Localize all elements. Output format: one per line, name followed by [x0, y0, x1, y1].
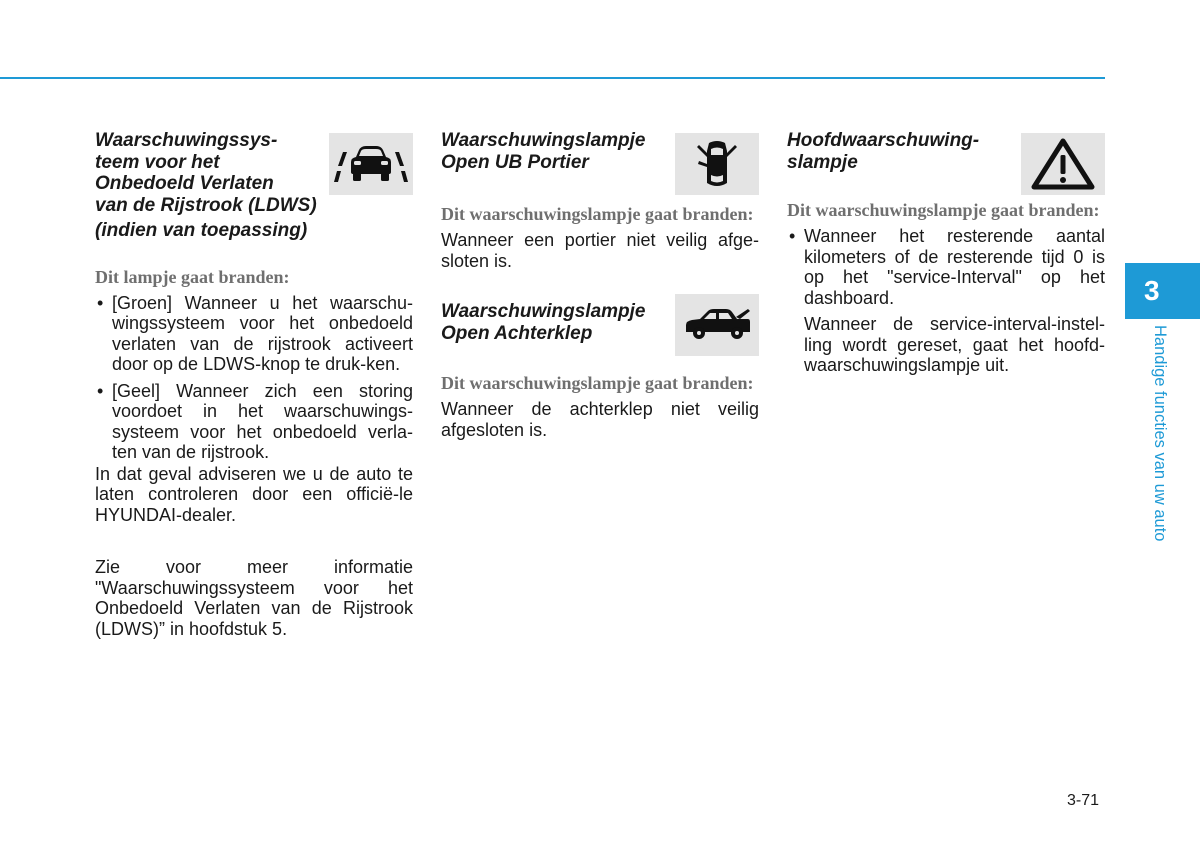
page-number: 3-71 [1067, 792, 1100, 809]
section-ldws [95, 130, 413, 639]
master-warning-triangle-icon [1021, 133, 1105, 195]
lane-departure-warning-icon [329, 133, 413, 195]
open-door-icon [675, 133, 759, 195]
title-line: Waarschuwingslampje [441, 130, 646, 151]
title-line: Open Achterklep [441, 322, 593, 344]
section-subheading: Dit waarschuwingslampje gaat branden: [441, 373, 754, 393]
paragraph: Wanneer de service-interval-instel-ling wordt gereset, gaat het hoofd-waarschuwingslampje uit. [804, 314, 1105, 375]
section-subheading: Dit waarschuwingslampje gaat branden: [441, 204, 754, 224]
section-header [787, 130, 1105, 196]
column-master-warning [787, 130, 1105, 376]
section-subheading: Dit waarschuwingslampje gaat branden: [787, 200, 1100, 220]
column-door-trunk [441, 130, 759, 440]
title-line: Waarschuwingssys- [95, 130, 278, 151]
list-item: • [Geel] Wanneer zich een storing voordoet in het waarschuwings-systeem voor het onbedoeld verla-ten van de rijstrook. [95, 381, 413, 463]
chapter-tab[interactable]: 3 [1125, 263, 1200, 319]
title-line: Hoofdwaarschuwing- [787, 130, 980, 151]
section-master-warning [787, 130, 1105, 376]
section-open-trunk [441, 301, 759, 440]
title-line: Open UB Portier [441, 151, 589, 173]
paragraph: In dat geval adviseren we u de auto te laten controleren door een officië-le HYUNDAI-dealer. [95, 463, 413, 525]
paragraph: Zie voor meer informatie "Waarschuwingssysteem voor het Onbedoeld Verlaten van de Rijstrook (LDWS)” in hoofdstuk 5. [95, 557, 413, 639]
list-item: • [Groen] Wanneer u het waarschu-wingssysteem voor het onbedoeld verlaten van de rijstrook activeert door op de LDWS-knop te druk-ken. [95, 293, 413, 375]
title-line: teem voor het [95, 151, 220, 173]
title-line: (indien van toepassing) [95, 220, 308, 241]
section-header [95, 130, 413, 242]
list-item: • Wanneer het resterende aantal kilometers of de resterende tijd 0 is op het "service-Interval" op het dashboard. [787, 226, 1105, 308]
chapter-label: Handige functies van uw auto [1151, 325, 1169, 542]
column-ldws [95, 130, 413, 639]
title-line: Waarschuwingslampje [441, 301, 646, 322]
section-header [441, 301, 759, 367]
paragraph: Wanneer een portier niet veilig afge-sloten is. [441, 230, 759, 271]
section-subheading: Dit lampje gaat branden: [95, 266, 290, 287]
title-line: Onbedoeld Verlaten [95, 173, 274, 194]
section-header [441, 130, 759, 196]
paragraph: Wanneer de achterklep niet veilig afgesloten is. [441, 399, 759, 440]
title-line: van de Rijstrook (LDWS) [95, 194, 317, 216]
open-trunk-icon [675, 294, 759, 356]
header-rule [0, 77, 1105, 79]
section-open-door [441, 130, 759, 271]
title-line: slampje [787, 151, 858, 173]
